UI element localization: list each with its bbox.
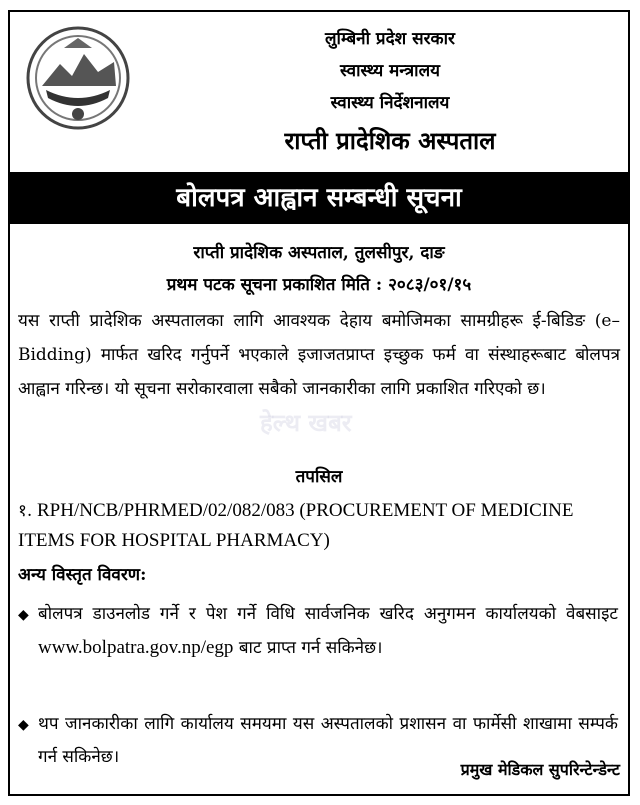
intro-paragraph: यस राप्ती प्रादेशिक अस्पतालका लागि आवश्यक देहाय बमोजिमका सामग्रीहरू ई-बिडिङ (e–Bidding) मार्फत खरिद गर्नुपर्ने भएकाले इजाजतप्राप्त इच्छुक फर्म वा संस्थाहरूबाट बोलपत्र आह्वान गरिन्छ। यो सूचना सरोकारवाला सबैको जानकारीका लागि प्रकाशित गरिएको छ। (18, 311, 620, 399)
item-number: १. (18, 501, 33, 521)
nepal-emblem-icon (24, 24, 132, 132)
publication-date: प्रथम पटक सूचना प्रकाशित मिति : २०८३/०१/१५ (166, 275, 472, 295)
bolpatra-link[interactable]: www.bolpatra.gov.np/egp (38, 637, 234, 658)
bullet-text: बोलपत्र डाउनलोड गर्ने र पेश गर्ने विधि सार्वजनिक खरिद अनुगमन कार्यालयको वेबसाइट (38, 604, 618, 624)
header-government: लुम्बिनी प्रदेश सरकार (325, 29, 455, 49)
bullet-download (18, 598, 622, 665)
hospital-address: राप्ती प्रादेशिक अस्पताल, तुलसीपुर, दाङ (193, 243, 445, 263)
other-details-title: अन्य विस्तृत विवरण: (18, 565, 147, 585)
header-directorate: स्वास्थ्य निर्देशनालय (330, 93, 450, 113)
signature: प्रमुख मेडिकल सुपरिन्टेन्डेन्ट (460, 760, 620, 779)
list-item (18, 496, 622, 556)
notice-title-banner: बोलपत्र आह्वान सम्बन्धी सूचना (10, 172, 628, 224)
bullet-text-end: बाट प्राप्त गर्न सकिनेछ। (238, 638, 383, 658)
section-title: तपसिल (295, 467, 343, 487)
header-hospital: राप्ती प्रादेशिक अस्पताल (284, 126, 496, 155)
notice-frame (8, 10, 630, 796)
bullet-text: थप जानकारीका लागि कार्यालय समयमा यस अस्पतालको प्रशासन वा फार्मेसी शाखामा सम्पर्क गर्न सकिनेछ। (38, 714, 618, 767)
header-ministry: स्वास्थ्य मन्त्रालय (340, 61, 440, 81)
diamond-bullet-icon: ◆ (18, 607, 29, 623)
item-text: RPH/NCB/PHRMED/02/082/083 (PROCUREMENT OF MEDICINE ITEMS FOR HOSPITAL PHARMACY) (18, 500, 574, 551)
diamond-bullet-icon: ◆ (18, 717, 29, 733)
watermark: हेल्थ खबर (260, 408, 352, 437)
